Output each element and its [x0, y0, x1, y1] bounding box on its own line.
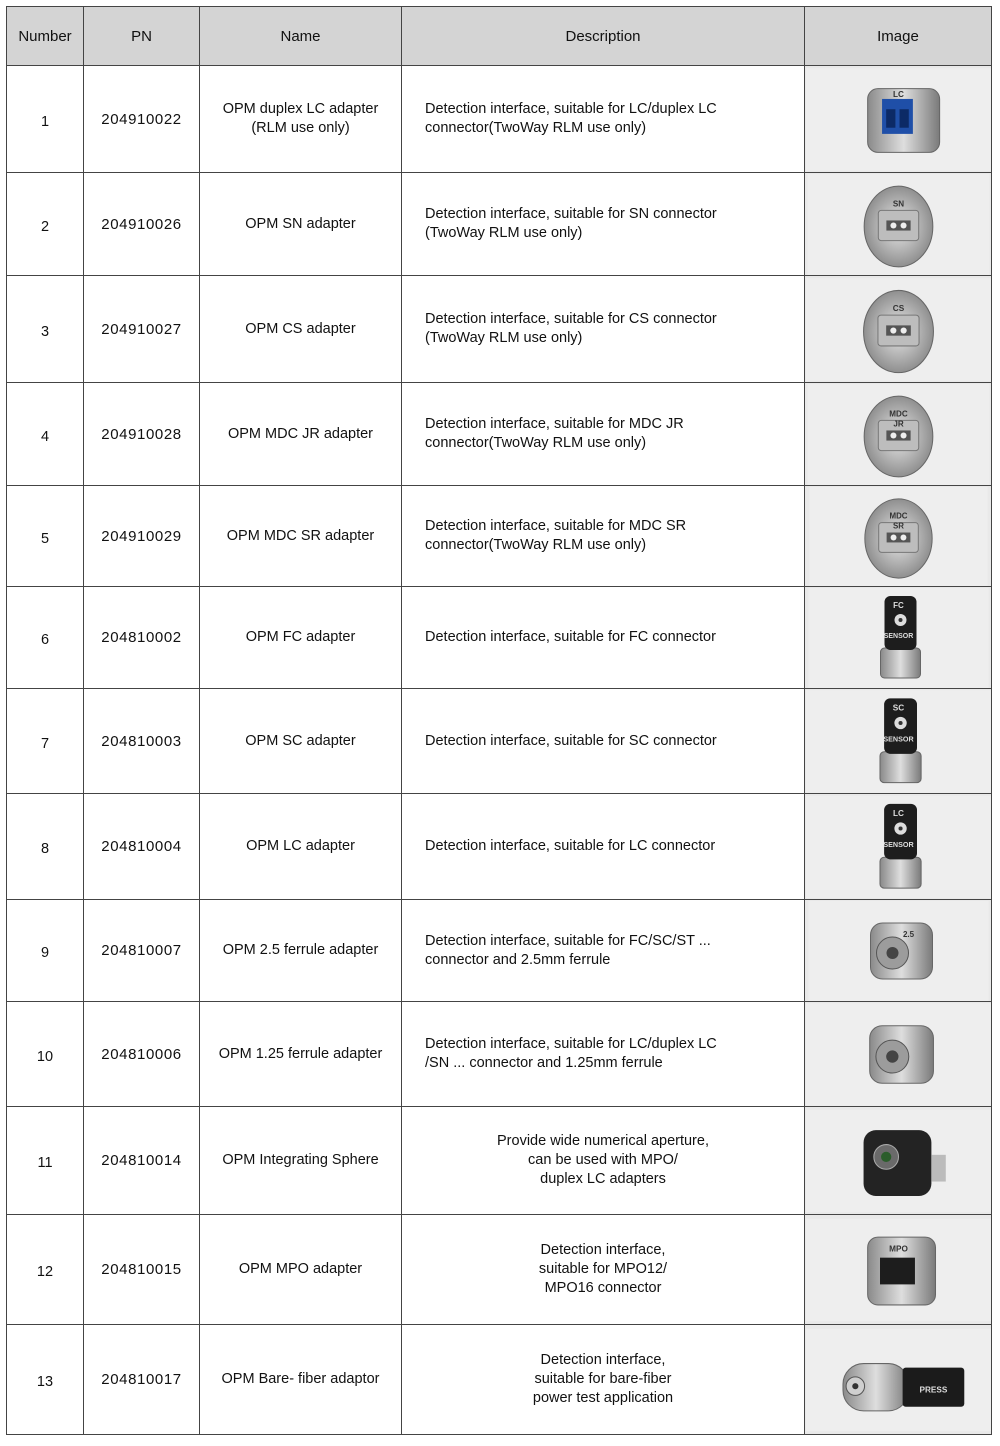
- cell-pn-text: 204910026: [101, 215, 182, 233]
- photo-label-text: LC: [892, 808, 904, 818]
- cell-name: [200, 173, 402, 276]
- cell-description-text: Detection interface, suitable for FC connector: [425, 629, 716, 645]
- cell-pn: [84, 689, 200, 794]
- table-row: [7, 276, 992, 383]
- table-row: [7, 1002, 992, 1107]
- cell-name: [200, 587, 402, 689]
- cell-image: [805, 794, 992, 900]
- cell-image: [805, 587, 992, 689]
- cell-number-text: 11: [37, 1155, 53, 1171]
- cell-pn: [84, 1107, 200, 1215]
- photo-label-text: SENSOR: [883, 632, 913, 640]
- cell-description: [402, 1325, 805, 1435]
- cell-image: [805, 486, 992, 587]
- header-pn: PN: [84, 7, 200, 66]
- cell-number: [7, 689, 84, 794]
- cell-name: [200, 66, 402, 173]
- cell-name-text: OPM 1.25 ferrule adapter: [218, 1045, 383, 1062]
- integrating-sphere-photo: [805, 1108, 991, 1214]
- cell-description-text: Detection interface, suitable for LC/duplex LC connector(TwoWay RLM use only): [425, 101, 717, 136]
- cell-image: [805, 383, 992, 486]
- cell-name: [200, 1325, 402, 1435]
- cell-pn-text: 204810004: [101, 838, 182, 855]
- cell-description: [402, 276, 805, 383]
- lc-adapter-photo: [805, 795, 991, 899]
- cell-name-text: OPM MPO adapter: [238, 1261, 363, 1277]
- cell-number: [7, 1002, 84, 1107]
- header-number: Number: [7, 7, 84, 66]
- cell-name-text: OPM SC adapter: [245, 732, 356, 749]
- cell-pn-text: 204810014: [101, 1152, 182, 1169]
- cell-description: [402, 1107, 805, 1215]
- cell-number-text: 6: [40, 632, 50, 648]
- cell-image: [805, 689, 992, 794]
- cell-image: [805, 66, 992, 173]
- cell-image: [805, 1002, 992, 1107]
- cell-description: [402, 794, 805, 900]
- cell-name-text: OPM LC adapter: [246, 838, 355, 854]
- cell-description-text: Detection interface, suitable for FC/SC/ST ... connector and 2.5mm ferrule: [425, 932, 711, 968]
- cell-number: [7, 173, 84, 276]
- cell-pn-text: 204810002: [101, 629, 182, 646]
- cell-description-text: Detection interface, suitable for MPO12/ MPO16 connector: [538, 1242, 668, 1296]
- cell-pn-text: 204910028: [101, 425, 182, 443]
- table-row: [7, 900, 992, 1002]
- cell-number: [7, 1325, 84, 1435]
- cell-number-text: 10: [36, 1048, 54, 1065]
- photo-label-text: FC: [892, 600, 904, 610]
- cell-image: [805, 900, 992, 1002]
- table-row: [7, 587, 992, 689]
- cell-pn: [84, 66, 200, 173]
- cell-description-text: Detection interface, suitable for MDC SR connector(TwoWay RLM use only): [425, 518, 687, 553]
- photo-label-text: LC: [892, 89, 904, 99]
- product-table: [6, 6, 992, 1435]
- cell-number-text: 8: [40, 841, 50, 857]
- photo-label-text: SC: [892, 703, 904, 713]
- cell-description-text: Detection interface, suitable for MDC JR connector(TwoWay RLM use only): [425, 416, 684, 451]
- photo-label-text: SN: [892, 198, 904, 208]
- cell-name-text: OPM duplex LC adapter (RLM use only): [222, 101, 379, 136]
- photo-label-text: SENSOR: [882, 839, 914, 849]
- cell-description-text: Detection interface, suitable for SN connector (TwoWay RLM use only): [425, 206, 717, 241]
- cell-number: [7, 66, 84, 173]
- cell-name: [200, 900, 402, 1002]
- cell-image: [805, 276, 992, 383]
- cell-number-text: 13: [36, 1374, 54, 1390]
- cell-pn-text: 204810015: [101, 1261, 182, 1278]
- cell-description-text: Detection interface, suitable for LC/duplex LC /SN ... connector and 1.25mm ferrule: [425, 1036, 717, 1071]
- cell-number: [7, 383, 84, 486]
- header-description: Description: [402, 7, 805, 66]
- cell-name: [200, 383, 402, 486]
- cell-image: [805, 1107, 992, 1215]
- cell-name-text: OPM Bare- fiber adaptor: [221, 1371, 380, 1387]
- table-row: [7, 383, 992, 486]
- cell-pn: [84, 383, 200, 486]
- cell-image: [805, 173, 992, 276]
- cell-number-text: 1: [40, 113, 50, 130]
- cell-name: [200, 1107, 402, 1215]
- cell-pn: [84, 794, 200, 900]
- photo-label-text: PRESS: [919, 1384, 947, 1394]
- table-row: [7, 486, 992, 587]
- table-row: [7, 1325, 992, 1435]
- cell-name-text: OPM 2.5 ferrule adapter: [222, 942, 379, 958]
- photo-label-text: SR: [892, 521, 904, 531]
- cell-description-text: Detection interface, suitable for bare-fiber power test application: [532, 1352, 674, 1406]
- cell-number-text: 12: [36, 1264, 54, 1280]
- cell-name-text: OPM MDC SR adapter: [226, 527, 375, 544]
- cell-pn: [84, 276, 200, 383]
- sn-adapter-photo: [805, 174, 991, 275]
- cell-description: [402, 587, 805, 689]
- mdc-sr-adapter-photo: [805, 487, 991, 586]
- cell-name: [200, 689, 402, 794]
- cell-description: [402, 383, 805, 486]
- cell-name-text: OPM SN adapter: [245, 215, 356, 232]
- cell-name: [200, 1002, 402, 1107]
- header-row: [7, 7, 992, 66]
- cell-number: [7, 587, 84, 689]
- ferrule-2-5-adapter-photo: [805, 901, 991, 1001]
- photo-label-text: 2.5: [902, 929, 914, 939]
- cell-pn-text: 204810006: [101, 1045, 182, 1063]
- cell-name-text: OPM MDC JR adapter: [227, 425, 374, 442]
- cell-pn: [84, 1002, 200, 1107]
- cell-description: [402, 1002, 805, 1107]
- table-row: [7, 66, 992, 173]
- header-name: Name: [200, 7, 402, 66]
- cs-adapter-photo: [805, 277, 991, 382]
- cell-name: [200, 1215, 402, 1325]
- cell-image: [805, 1215, 992, 1325]
- photo-label-text: MDC: [888, 408, 908, 418]
- cell-pn-text: 204910029: [101, 527, 182, 545]
- cell-image: [805, 1325, 992, 1435]
- table-row: [7, 1215, 992, 1325]
- cell-description-text: Detection interface, suitable for CS connector (TwoWay RLM use only): [425, 311, 717, 346]
- cell-pn: [84, 486, 200, 587]
- cell-number-text: 7: [40, 735, 50, 752]
- cell-pn-text: 204810003: [101, 732, 182, 750]
- cell-pn-text: 204810007: [101, 942, 182, 959]
- fc-adapter-photo: [805, 588, 991, 688]
- duplex-lc-adapter-photo: [805, 67, 991, 172]
- table-row: [7, 1107, 992, 1215]
- cell-pn-text: 204910022: [101, 110, 182, 128]
- cell-pn: [84, 1325, 200, 1435]
- cell-description: [402, 486, 805, 587]
- photo-label-text: JR: [892, 418, 904, 428]
- cell-number: [7, 1107, 84, 1215]
- bare-fiber-adaptor-photo: [805, 1326, 991, 1434]
- ferrule-1-25-adapter-photo: [805, 1003, 991, 1106]
- photo-label-text: SENSOR: [882, 734, 914, 743]
- cell-description-text: Detection interface, suitable for LC connector: [425, 838, 716, 854]
- cell-number: [7, 794, 84, 900]
- cell-description-text: Detection interface, suitable for SC connector: [425, 732, 717, 749]
- table-row: [7, 794, 992, 900]
- cell-pn: [84, 1215, 200, 1325]
- sc-adapter-photo: [805, 690, 991, 793]
- cell-description: [402, 900, 805, 1002]
- cell-name: [200, 486, 402, 587]
- cell-number: [7, 1215, 84, 1325]
- cell-pn-text: 204910027: [101, 320, 182, 338]
- header-image: Image: [805, 7, 992, 66]
- cell-number: [7, 900, 84, 1002]
- mdc-jr-adapter-photo: [805, 384, 991, 485]
- cell-name-text: OPM CS adapter: [245, 320, 356, 337]
- cell-number-text: 3: [40, 323, 50, 340]
- cell-number: [7, 276, 84, 383]
- cell-number-text: 9: [40, 945, 50, 961]
- cell-description: [402, 689, 805, 794]
- cell-pn-text: 204810017: [101, 1371, 182, 1388]
- cell-description: [402, 173, 805, 276]
- mpo-adapter-photo: [805, 1216, 991, 1324]
- cell-number: [7, 486, 84, 587]
- cell-description: [402, 1215, 805, 1325]
- cell-pn: [84, 173, 200, 276]
- table-row: [7, 689, 992, 794]
- photo-label-text: CS: [892, 303, 904, 313]
- cell-description: [402, 66, 805, 173]
- cell-pn: [84, 900, 200, 1002]
- cell-description-text: Provide wide numerical aperture, can be used with MPO/ duplex LC adapters: [497, 1133, 709, 1187]
- cell-name-text: OPM FC adapter: [245, 629, 356, 645]
- cell-name: [200, 276, 402, 383]
- cell-name: [200, 794, 402, 900]
- cell-number-text: 5: [40, 530, 50, 547]
- table-row: [7, 173, 992, 276]
- cell-name-text: OPM Integrating Sphere: [222, 1152, 379, 1168]
- cell-number-text: 4: [40, 428, 50, 445]
- cell-pn: [84, 587, 200, 689]
- cell-number-text: 2: [40, 218, 50, 235]
- photo-label-text: MPO: [888, 1244, 908, 1253]
- photo-label-text: MDC: [888, 511, 908, 521]
